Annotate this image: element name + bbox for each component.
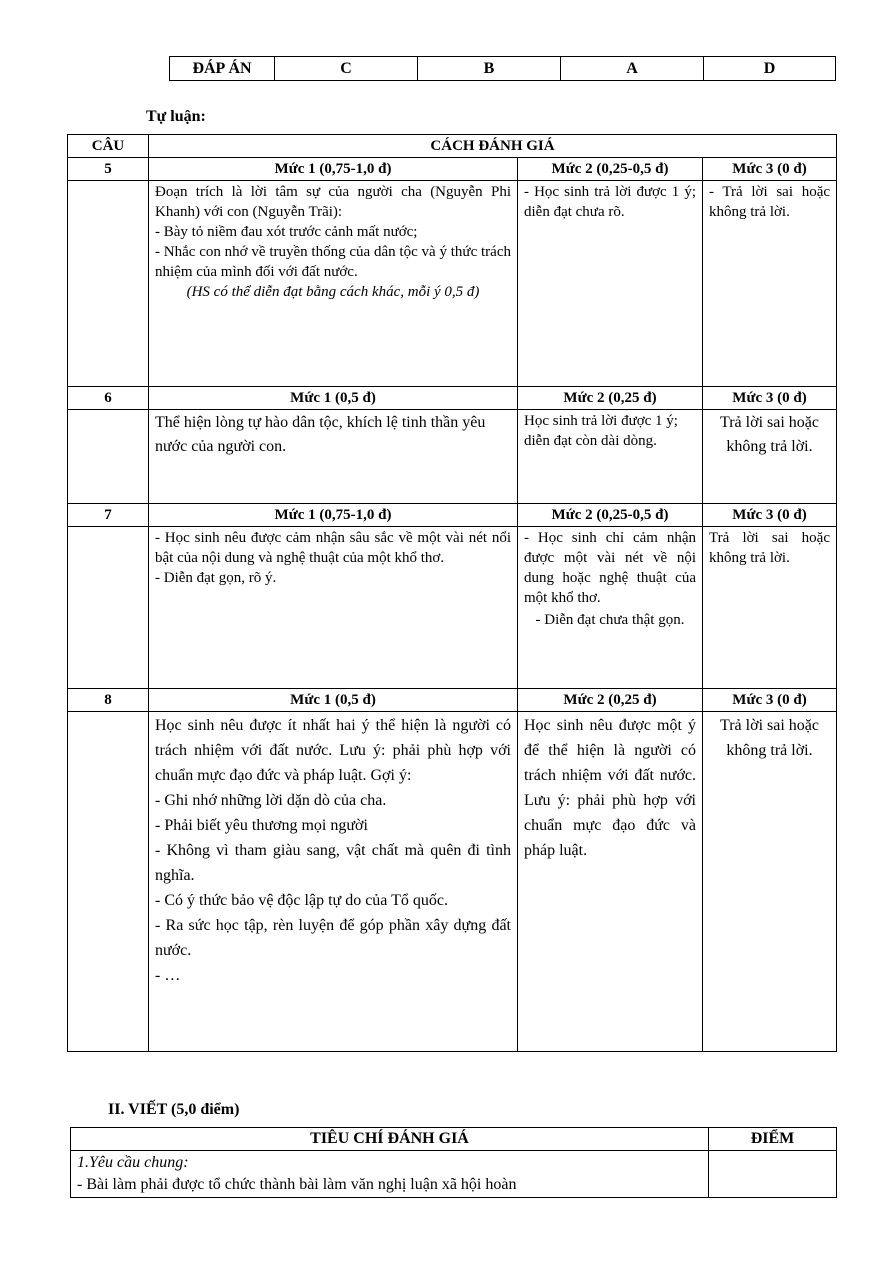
q8-l1-line: - Ghi nhớ những lời dặn dò của cha. bbox=[155, 792, 387, 809]
q5-level1 bbox=[149, 181, 518, 387]
col-diem: ĐIỂM bbox=[709, 1128, 837, 1151]
q8-m1-header: Mức 1 (0,5 đ) bbox=[149, 689, 518, 712]
col-tieu-chi: TIÊU CHÍ ĐÁNH GIÁ bbox=[71, 1128, 709, 1151]
q5-level2: - Học sinh trả lời được 1 ý; diễn đạt chưa rõ. bbox=[518, 181, 703, 387]
answer-table bbox=[169, 56, 836, 81]
viet-score-cell bbox=[709, 1151, 837, 1198]
viet-heading: II. VIẾT (5,0 điểm) bbox=[108, 1101, 240, 1118]
q6-level3: Trả lời sai hoặc không trả lời. bbox=[703, 410, 837, 504]
q7-l1-line: - Học sinh nêu được cảm nhận sâu sắc về một vài nét nổi bật của nội dung và nghệ thuật của một khổ thơ. bbox=[155, 530, 511, 566]
q8-number: 8 bbox=[68, 689, 149, 712]
q7-m1-header: Mức 1 (0,75-1,0 đ) bbox=[149, 504, 518, 527]
q8-l1-line: - Phải biết yêu thương mọi người bbox=[155, 817, 368, 834]
q7-m2-header: Mức 2 (0,25-0,5 đ) bbox=[518, 504, 703, 527]
q5-empty bbox=[68, 181, 149, 387]
q6-m1-header: Mức 1 (0,5 đ) bbox=[149, 387, 518, 410]
q5-number: 5 bbox=[68, 158, 149, 181]
q7-empty bbox=[68, 527, 149, 689]
answer-3: A bbox=[561, 57, 704, 81]
q8-l1-line: Học sinh nêu được ít nhất hai ý thể hiện là người có trách nhiệm với đất nước. Lưu ý: phải phù hợp với chuẩn mực đạo đức và pháp luật. Gợi ý: bbox=[155, 717, 511, 784]
q5-l1-line: - Nhắc con nhớ về truyền thống của dân tộc và ý thức trách nhiệm của mình đối với đất nước. bbox=[155, 244, 511, 280]
q6-level1: Thể hiện lòng tự hào dân tộc, khích lệ tinh thần yêu nước của người con. bbox=[149, 410, 518, 504]
q7-l2-line: - Diễn đạt chưa thật gọn. bbox=[535, 612, 685, 628]
q8-l1-line: - Không vì tham giàu sang, vật chất mà quên đi tình nghĩa. bbox=[155, 842, 511, 884]
q8-m2-header: Mức 2 (0,25 đ) bbox=[518, 689, 703, 712]
q5-m3-header: Mức 3 (0 đ) bbox=[703, 158, 837, 181]
viet-line1: - Bài làm phải được tổ chức thành bài làm văn nghị luận xã hội hoàn bbox=[77, 1176, 517, 1193]
q7-l2-line: - Học sinh chỉ cảm nhận được một vài nét về nội dung hoặc nghệ thuật của một khổ thơ. bbox=[524, 530, 696, 606]
answer-label: ĐÁP ÁN bbox=[170, 57, 275, 81]
q7-m3-header: Mức 3 (0 đ) bbox=[703, 504, 837, 527]
q5-m2-header: Mức 2 (0,25-0,5 đ) bbox=[518, 158, 703, 181]
q5-note: (HS có thể diễn đạt bằng cách khác, mỗi ý 0,5 đ) bbox=[186, 284, 480, 300]
answer-row bbox=[170, 57, 836, 81]
grading-table bbox=[67, 134, 837, 1052]
q5-l1-line: Đoạn trích là lời tâm sự của người cha (Nguyễn Phi Khanh) với con (Nguyễn Trãi): bbox=[155, 184, 511, 220]
q8-l1-line: - Có ý thức bảo vệ độc lập tự do của Tổ quốc. bbox=[155, 892, 448, 909]
col-cach-danh-gia: CÁCH ĐÁNH GIÁ bbox=[149, 135, 837, 158]
viet-criteria-cell bbox=[71, 1151, 709, 1198]
q8-level1 bbox=[149, 712, 518, 1052]
q6-number: 6 bbox=[68, 387, 149, 410]
q7-number: 7 bbox=[68, 504, 149, 527]
answer-1: C bbox=[275, 57, 418, 81]
viet-yeu-cau: 1.Yêu cầu chung: bbox=[77, 1154, 189, 1171]
q7-level2 bbox=[518, 527, 703, 689]
q7-level1 bbox=[149, 527, 518, 689]
q8-level3: Trả lời sai hoặc không trả lời. bbox=[703, 712, 837, 1052]
q6-m2-header: Mức 2 (0,25 đ) bbox=[518, 387, 703, 410]
q5-level3: - Trả lời sai hoặc không trả lời. bbox=[703, 181, 837, 387]
answer-4: D bbox=[704, 57, 836, 81]
q5-m1-header: Mức 1 (0,75-1,0 đ) bbox=[149, 158, 518, 181]
col-cau: CÂU bbox=[68, 135, 149, 158]
q8-l1-line: - Ra sức học tập, rèn luyện để góp phần xây dựng đất nước. bbox=[155, 917, 511, 959]
q8-l1-line: - … bbox=[155, 967, 181, 984]
viet-table bbox=[70, 1127, 837, 1198]
tu-luan-heading: Tự luận: bbox=[146, 108, 206, 125]
q8-m3-header: Mức 3 (0 đ) bbox=[703, 689, 837, 712]
q6-m3-header: Mức 3 (0 đ) bbox=[703, 387, 837, 410]
q6-level2: Học sinh trả lời được 1 ý; diễn đạt còn dài dòng. bbox=[518, 410, 703, 504]
q7-level3: Trả lời sai hoặc không trả lời. bbox=[703, 527, 837, 689]
q5-l1-line: - Bày tỏ niềm đau xót trước cảnh mất nước; bbox=[155, 224, 418, 240]
q6-empty bbox=[68, 410, 149, 504]
q8-empty bbox=[68, 712, 149, 1052]
q8-level2: Học sinh nêu được một ý để thể hiện là người có trách nhiệm với đất nước. Lưu ý: phải phù hợp với chuẩn mực đạo đức và pháp luật. bbox=[518, 712, 703, 1052]
q7-l1-line: - Diễn đạt gọn, rõ ý. bbox=[155, 570, 277, 586]
answer-2: B bbox=[418, 57, 561, 81]
